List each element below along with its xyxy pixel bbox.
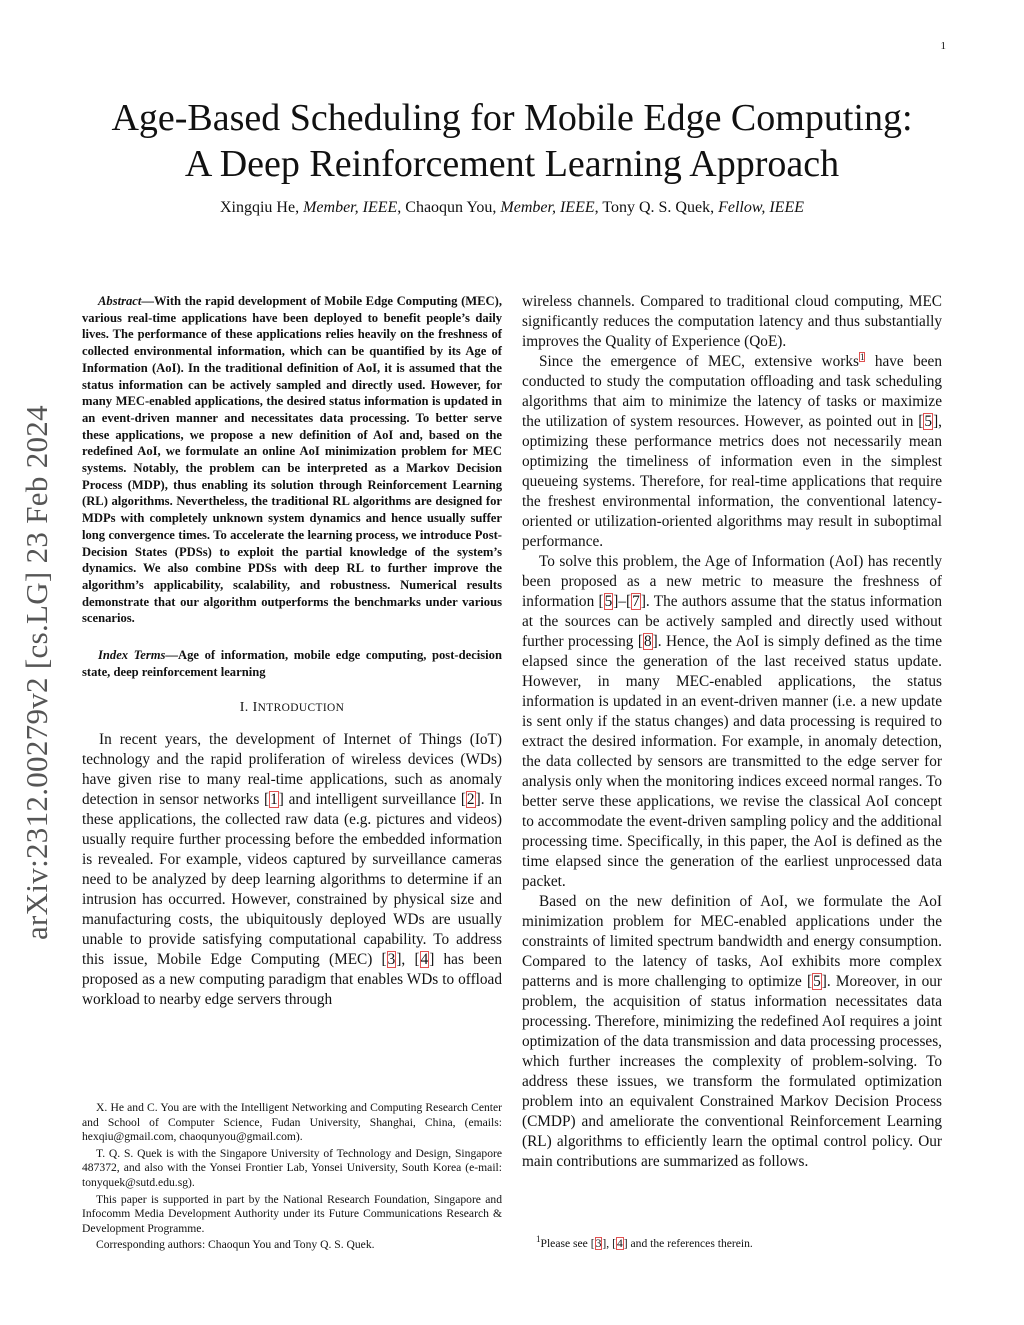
index-terms-label: Index Terms xyxy=(98,648,166,663)
author-3-role: Fellow, IEEE xyxy=(718,199,804,216)
text-run: and the references therein. xyxy=(627,1237,753,1250)
author-1: Xingqiu He, xyxy=(219,199,304,216)
section-number: I. xyxy=(239,700,253,716)
affiliation-footnotes xyxy=(82,1101,502,1253)
text-run: Since the emergence of MEC, extensive works xyxy=(539,353,859,370)
text-run: To solve this problem, the Age of Information (AoI) has recently been proposed as a new metric to measure the freshness of information xyxy=(522,553,942,610)
section-title-rest: NTRODUCTION xyxy=(257,702,345,715)
text-run: have been conducted to study the computation offloading and task scheduling algorithms that aim to minimize the latency of tasks or maximize the utilization of system resources. However, as pointed out in xyxy=(522,353,942,430)
author-1-role: Member, IEEE xyxy=(303,199,398,216)
text-run: , optimizing these performance metrics does not necessarily mean optimizing the timeliness of information even in the simplest queueing systems. Therefore, for real-time applications that require the freshest environmental information, the conventional latency-oriented or utilization-oriented algorithms may result in suboptimal performance. xyxy=(522,413,942,550)
text-run: In recent years, the development of Internet of Things (IoT) technology and the rapid proliferation of wireless devices (WDs) have given rise to many real-time applications, such as anomaly detection in sensor networks xyxy=(82,731,502,809)
section-title-initial: I xyxy=(252,700,258,716)
citation-link[interactable]: 7 xyxy=(632,593,640,610)
intro-paragraph-1: In recent years, the development of Internet of Things (IoT) technology and the rapid proliferation of wireless devices (WDs) have given rise to many real-time applications, such as anomaly detection in sensor networks [1] and intelligent surveillance [2]. In these applications, the collected raw data (e.g. pictures and videos) usually require further processing before the embedded information is revealed. For example, videos captured by surveillance cameras need to be analyzed by deep learning algorithms to determine if an intrusion has occurred. However, constrained by physical size and manufacturing costs, the ubiquitously deployed WDs are usually unable to provide satisfying computational capability. To address this issue, Mobile Edge Computing (MEC) [3], [4] has been proposed as a new computing paradigm that enables WDs to offload workload to nearby edge servers through xyxy=(82,731,503,1009)
author-list xyxy=(60,199,964,217)
intro-left-body xyxy=(82,730,502,1010)
citation-link[interactable]: 1 xyxy=(270,791,278,809)
abstract xyxy=(82,293,502,627)
text-run: and intelligent surveillance xyxy=(283,791,461,809)
footnote-affiliation-1: X. He and C. You are with the Intelligent Networking and Computing Research Center and School of Computer Science, Fudan University, Shanghai, China, (emails: hexqiu@gmail.com, chaoqunyou@gmail.com). xyxy=(82,1101,502,1144)
citation-link[interactable]: 8 xyxy=(643,633,652,650)
text-run: . Moreover, in our problem, the acquisition of status information necessitates data processing. Therefore, minimizing the redefined AoI requires a joint optimization of the data transmission and data processing processes, which further increases the complexity of problem-solving. To address these issues, we transform the formulated optimization problem into an equivalent Constrained Markov Decision Process (CMDP) and ameliorate the conventional Reinforcement Learning (RL) algorithms to efficiently learn the optimal control policy. Our main contributions are summarized as follows. xyxy=(522,973,942,1170)
left-column xyxy=(82,293,502,1010)
intro-paragraph-4: Based on the new definition of AoI, we formulate the AoI minimization problem for MEC-enabled applications under the constraints of limited spectrum bandwidth and energy consumption. Compared to the latency of tasks, AoI exhibits more complex patterns and is more challenging to optimize [5]. Moreover, in our problem, the acquisition of status information necessitates data processing. Therefore, minimizing the redefined AoI requires a joint optimization of the data transmission and data processing processes, which further increases the complexity of problem-solving. To address these issues, we transform the formulated optimization problem into an equivalent Constrained Markov Decision Process (CMDP) and ameliorate the conventional Reinforcement Learning (RL) algorithms to efficiently learn the optimal control policy. Our main contributions are summarized as follows. xyxy=(522,893,942,1170)
index-terms-text: —Age of information, mobile edge computing, post-decision state, deep reinforcement learning xyxy=(82,648,502,679)
citation-link[interactable]: 4 xyxy=(420,951,429,969)
text-run: , xyxy=(606,1237,613,1250)
section-heading-introduction xyxy=(82,700,502,716)
citation-link[interactable]: 2 xyxy=(466,791,475,809)
intro-paragraph-1-cont: wireless channels. Compared to traditional cloud computing, MEC significantly reduces the computation latency and thus substantially improves the Quality of Experience (QoE). xyxy=(522,293,942,350)
citation-link[interactable]: 3 xyxy=(387,951,396,969)
text-run: Please see xyxy=(540,1237,591,1250)
index-terms xyxy=(82,647,502,680)
citation-link[interactable]: 5 xyxy=(604,593,613,610)
text-run: , xyxy=(401,951,415,969)
citation-link[interactable]: 5 xyxy=(924,413,933,430)
author-3: , Tony Q. S. Quek, xyxy=(594,199,719,216)
page-number: 1 xyxy=(940,40,946,52)
footnote-affiliation-2: T. Q. S. Quek is with the Singapore University of Technology and Design, Singapore 487372, and also with the Yonsei Frontier Lab, Yonsei University, South Korea (e-mail: tonyquek@sutd.edu.sg). xyxy=(82,1146,502,1189)
text-run: – xyxy=(618,593,627,610)
intro-paragraph-2: Since the emergence of MEC, extensive works$^1$ have been conducted to study the computation offloading and task scheduling algorithms that aim to minimize the latency of tasks or maximize the utilization of system resources. However, as pointed out in [5], optimizing these performance metrics does not necessarily mean optimizing the timeliness of information even in the simplest queueing systems. Therefore, for real-time applications that require the freshest environmental information, the conventional latency-oriented or utilization-oriented algorithms may result in suboptimal performance. xyxy=(522,351,942,550)
footnote-corresponding: Corresponding authors: Chaoqun You and Tony Q. S. Quek. xyxy=(96,1238,375,1252)
footnote-link[interactable]: 1 xyxy=(859,351,865,362)
text-run: . In these applications, the collected raw data (e.g. pictures and videos) usually require further processing before the embedded information is revealed. For example, videos captured by surveillance cameras need to be analyzed by deep learning algorithms to determine if an intrusion has occurred. However, constrained by physical size and manufacturing costs, the ubiquitously deployed WDs are usually unable to provide satisfying computational capability. To address this issue, Mobile Edge Computing (MEC) xyxy=(82,791,502,969)
author-2-role: Member, IEEE xyxy=(500,199,595,216)
footnote-funding: This paper is supported in part by the National Research Foundation, Singapore and Infocomm Media Development Authority under its Future Communications Research & Development Programme. xyxy=(82,1192,502,1235)
footnote-mark: 1 xyxy=(536,1234,541,1245)
intro-paragraph-3: To solve this problem, the Age of Information (AoI) has recently been proposed as a new metric to measure the freshness of information [5]–[7]. The authors assume that the status information at the sources can be actively sampled and directly used without further processing [8]. Hence, the AoI is simply defined as the time elapsed since the generation of the last received status update. However, in many MEC-enabled applications, the status information is updated in an event-driven manner (i.e. a new update is sent only if the status changes) and data processing is required to extract the desired information. For example, in anomaly detection, the data collected by sensors are transmitted to the edge server for analysis only when the monitoring indices exceed normal ranges. To better serve these applications, we revise the classical AoI concept to accommodate the event-driven sampling policy and the additional processing time. Specifically, in this paper, the AoI is defined as the time elapsed since the generation of the earliest unprocessed data packet. xyxy=(522,553,943,890)
text-run: . Hence, the AoI is simply defined as the time elapsed since the generation of the last received status update. However, in many MEC-enabled applications, the status information is updated in an event-driven manner (i.e. a new update is sent only if the status changes) and data processing is required to extract the desired information. For example, in anomaly detection, the data collected by sensors are transmitted to the edge server for analysis only when the monitoring indices exceed normal ranges. To better serve these applications, we revise the classical AoI concept to accommodate the event-driven sampling policy and the additional processing time. Specifically, in this paper, the AoI is defined as the time elapsed since the generation of the earliest unprocessed data packet. xyxy=(522,633,942,890)
citation-link[interactable]: 4 xyxy=(616,1237,623,1250)
footnote-1: $^1$Please see [3], [4] and the references therein. xyxy=(536,1234,753,1250)
arxiv-stamp: arXiv:2312.00279v2 [cs.LG] 23 Feb 2024 xyxy=(19,405,54,940)
author-2: , Chaoqun You, xyxy=(397,199,501,216)
right-column xyxy=(522,292,942,1172)
text-run: Based on the new definition of AoI, we formulate the AoI minimization problem for MEC-enabled applications under the constraints of limited spectrum bandwidth and energy consumption. Compared to the latency of tasks, AoI exhibits more complex patterns and is more challenging to optimize xyxy=(522,893,942,990)
text-run: . The authors assume that the status information at the sources can be actively sampled and directly used without further processing xyxy=(522,593,943,650)
citation-link[interactable]: 5 xyxy=(813,973,821,990)
title-line-1: Age-Based Scheduling for Mobile Edge Computing: xyxy=(111,97,913,139)
citation-link[interactable]: 3 xyxy=(595,1237,602,1250)
abstract-label: Abstract xyxy=(98,294,142,308)
title-line-2: A Deep Reinforcement Learning Approach xyxy=(184,143,840,185)
abstract-text: —With the rapid development of Mobile Edge Computing (MEC), various real-time applications have been deployed to benefit people’s daily lives. The performance of these applications relies heavily on the freshness of collected environmental information, which can be quantified by its Age of Information (AoI). In the traditional definition of AoI, it is assumed that the status information can be actively sampled and directly used. However, for many MEC-enabled applications, the desired status information is updated in an event-driven manner and necessitates data processing. To better serve these applications, we propose a new definition of AoI and, based on the redefined AoI, we formulate an online AoI minimization problem for MEC systems. Notably, the problem can be interpreted as a Markov Decision Process (MDP), thus enabling its solution through Reinforcement Learning (RL) algorithms. Nevertheless, the traditional RL algorithms are designed for MDPs with completely unknown system dynamics and hence usually suffer long convergence times. To accelerate the learning process, we introduce Post-Decision States (PDSs) to exploit the partial knowledge of the system’s dynamics. We also combine PDSs with deep RL to further improve the algorithm’s applicability, scalability, and robustness. Numerical results demonstrate that our algorithm outperforms the benchmarks under various scenarios. xyxy=(82,294,502,626)
paper-title xyxy=(60,95,964,187)
text-run: has been proposed as a new computing paradigm that enables WDs to offload workload to nearby edge servers through xyxy=(82,951,503,1009)
